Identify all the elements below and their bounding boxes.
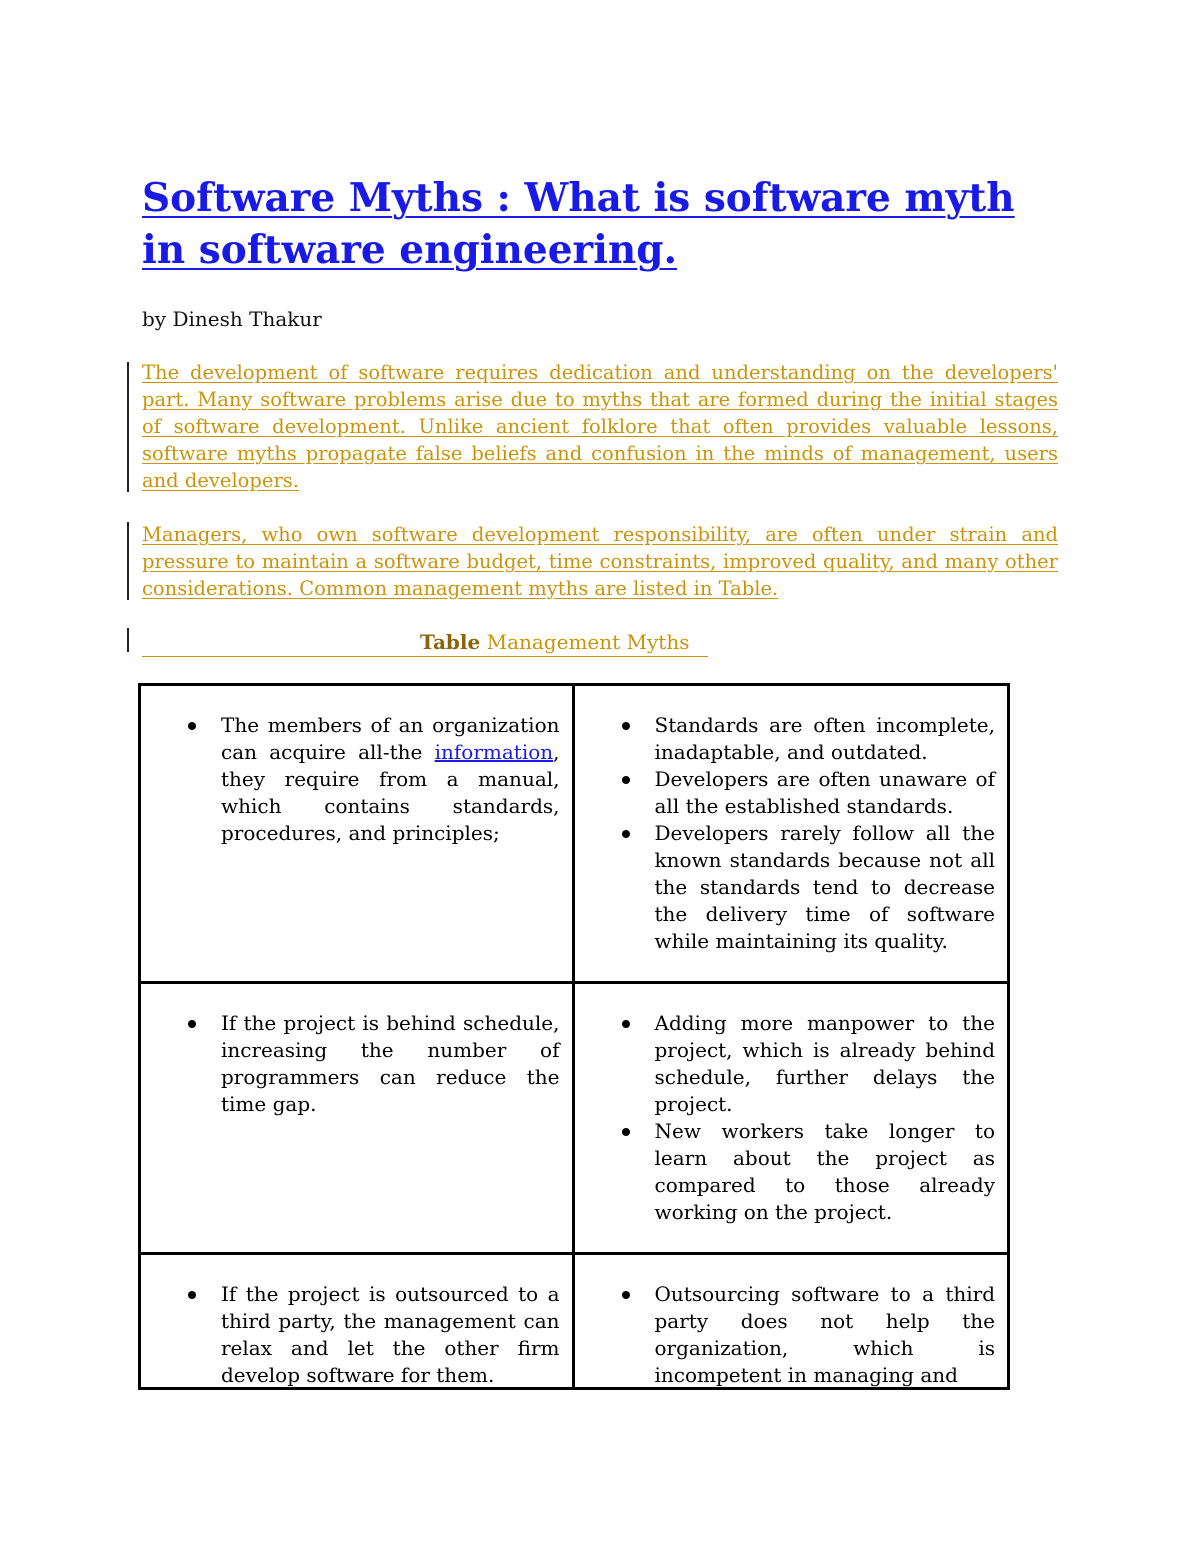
managers-paragraph-link[interactable]: Managers, who own software development responsibility, are often under strain and pressure to maintain a software budget, time constraints, improved quality, and many other considerations. Common management myths are listed in Table. xyxy=(142,523,1058,600)
table-caption-link[interactable] xyxy=(142,628,708,657)
reality-cell xyxy=(575,686,1008,981)
list-item: Adding more manpower to the project, which is already behind schedule, further delays the project. xyxy=(654,1011,995,1116)
myth-text: The members of an organization can acquire all-the xyxy=(221,713,560,764)
article-title-link[interactable]: Software Myths : What is software myth in software engineering. xyxy=(142,175,1015,273)
list-item: Developers rarely follow all the known standards because not all the standards tend to decrease the delivery time of software while maintaining its quality. xyxy=(654,821,995,953)
myth-cell xyxy=(141,1255,575,1387)
management-myths-table xyxy=(138,683,1010,1390)
myth-text: , they require from a manual, which contains standards, procedures, and principles; xyxy=(221,740,560,845)
table-row xyxy=(141,1255,1007,1387)
reality-list xyxy=(575,1281,996,1387)
list-item: If the project is behind schedule, increasing the number of programmers can reduce the time gap. xyxy=(221,1011,560,1116)
reality-list xyxy=(575,1010,996,1226)
list-item: Outsourcing software to a third party does not help the organization, which is incompetent in managing and xyxy=(654,1282,995,1387)
list-item: Standards are often incomplete, inadaptable, and outdated. xyxy=(654,713,995,764)
myth-list xyxy=(141,712,560,847)
reality-list xyxy=(575,712,996,955)
change-bar xyxy=(127,522,129,600)
change-bar xyxy=(127,362,129,492)
change-bar xyxy=(127,628,129,652)
table-caption-label: Table xyxy=(420,630,481,654)
list-item xyxy=(221,712,560,847)
list-item: If the project is outsourced to a third party, the management can relax and let the other firm develop software for them. xyxy=(221,1282,560,1387)
reality-cell xyxy=(575,984,1008,1252)
myth-list xyxy=(141,1010,560,1118)
intro-paragraph-link[interactable]: The development of software requires dedication and understanding on the developers' part. Many software problems arise due to myths that are formed during the initial stages of software development. Unlike ancient folklore that often provides valuable lessons, software myths propagate false beliefs and confusion in the minds of management, users and developers. xyxy=(142,361,1058,492)
table-row xyxy=(141,686,1007,984)
list-item: Developers are often unaware of all the established standards. xyxy=(654,767,995,818)
myth-list xyxy=(141,1281,560,1387)
author-byline: by Dinesh Thakur xyxy=(142,307,322,331)
table-row xyxy=(141,984,1007,1255)
myth-cell xyxy=(141,686,575,981)
myth-cell xyxy=(141,984,575,1252)
table-caption-text: Management Myths xyxy=(480,630,690,654)
reality-cell xyxy=(575,1255,1008,1387)
list-item: New workers take longer to learn about the project as compared to those already working on the project. xyxy=(654,1119,995,1224)
information-link[interactable]: information xyxy=(434,740,554,764)
